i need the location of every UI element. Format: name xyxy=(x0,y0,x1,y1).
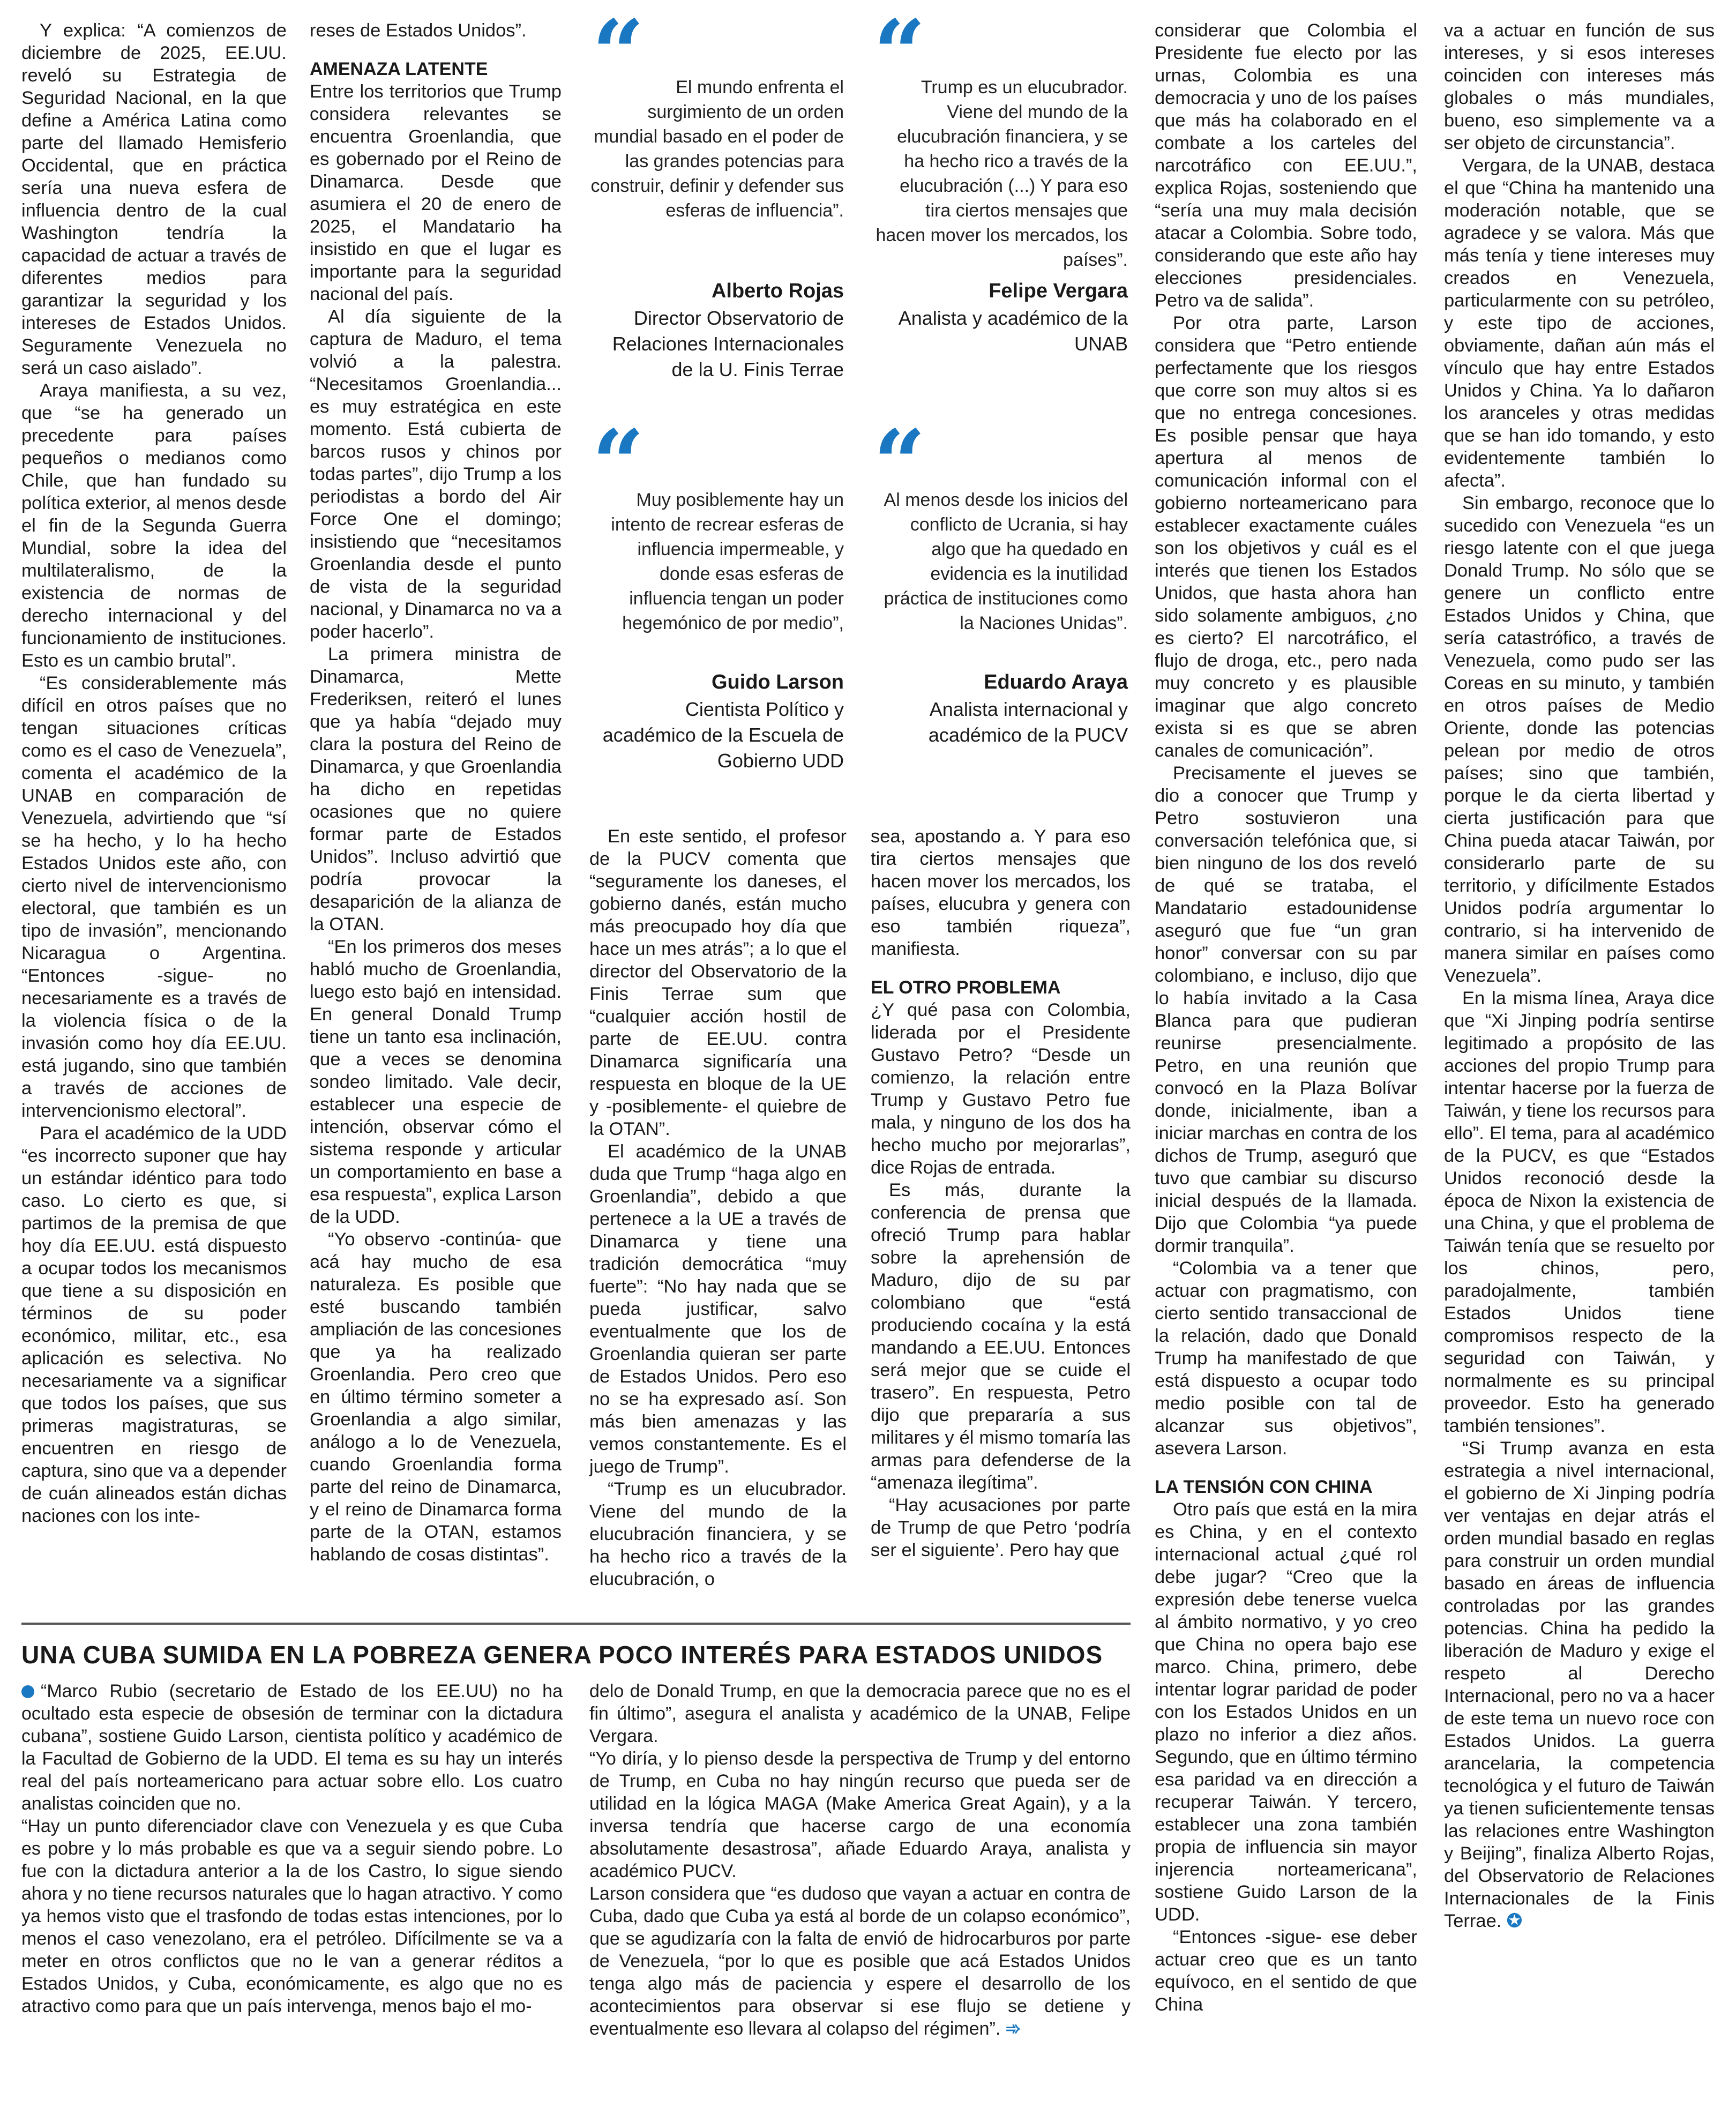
quote-mark-icon: “ xyxy=(592,0,645,107)
article-column-6 xyxy=(1444,19,1715,1932)
quote-author-role: Analista y académico de la UNAB xyxy=(898,307,1128,355)
article-column-1 xyxy=(21,19,287,1527)
col1-paragraph: Araya manifiesta, a su vez, que “se ha generado un precedente para países pequeños o medianos como Chile, que han fundado su política exterior, al menos desde el fin de la Segunda Guerra Mundial, sobre la idea del multilateralismo, de la existencia de normas de derecho internacional y del funcionamiento de instituciones. Esto es un cambio brutal”. xyxy=(21,380,287,671)
box-paragraph-text: Larson considera que “es dudoso que vayan a actuar en contra de Cuba, dado que Cuba ya está al borde de un colapso económico”, que se agudizaría con la falta de envió de hidrocarburos por parte de Venezuela, “por lo que es posible que acá Estados Unidos tenga algo más de paciencia y espere el desarrollo de los acontecimientos para observar si ese flujo se detiene y eventualmente eso llevara al colapso del régimen”. xyxy=(589,1884,1131,2039)
box-paragraph: “Yo diría, y lo pienso desde la perspectiva de Trump y del entorno de Trump, en Cuba no hay ningún recurso que pueda ser de utilidad en la lógica MAGA (Make America Great Again), y a la inversa tendría que hacerse cargo de una economía absolutamente desastrosa”, añade Eduardo Araya, analista y académico PUCV. xyxy=(589,1749,1131,1881)
quote-author-name: Felipe Vergara xyxy=(989,280,1128,302)
col3-paragraph: En este sentido, el profesor de la PUCV comenta que “seguramente los daneses, el gobierno danés, están mucho más preocupado hoy día que hace un mes atrás”; a lo que el director del Observatorio de la Finis Terrae sum que “cualquier acción hostil de parte de EE.UU. contra Dinamarca significaría una respuesta en bloque de la UE y -posiblemente- el quiebre de la OTAN”. xyxy=(589,826,847,1139)
col2-paragraph: Entre los territorios que Trump considera relevantes se encuentra Groenlandia, que es gobernado por el Reino de Dinamarca. Desde que asumiera el 20 de enero de 2025, el Mandatario ha insistido en que el lugar es importante para la seguridad nacional del país. xyxy=(310,81,562,304)
col2-paragraph: “En los primeros dos meses habló mucho de Groenlandia, luego esto bajó en intensidad. En general Donald Trump tiene un tanto esa inclinación, que a veces se denomina sondeo limitado. Vale decir, establecer una especie de intención, observar cómo el sistema responde y articular un comportamiento en base a esa respuesta”, explica Larson de la UDD. xyxy=(310,937,562,1227)
article-column-4 xyxy=(871,825,1131,1561)
quote-author-name: Eduardo Araya xyxy=(984,671,1128,693)
box-title: UNA CUBA SUMIDA EN LA POBREZA GENERA POCO INTERÉS PARA ESTADOS UNIDOS xyxy=(21,1641,1103,1669)
col1-paragraph: Para el académico de la UDD “es incorrecto suponer que hay un estándar idéntico para todo caso. Lo cierto es que, si partimos de la premisa de que hoy día EE.UU. está dispuesto a ocupar todos los mecanismos que tiene a su disposición en términos de su poder económico, militar, etc., esa aplicación es selectiva. No necesariamente va a significar que todos los países, que sus primeras magistraturas, se encuentren en riesgo de captura, sino que va a depender de cuán alineados están dichas naciones con los inte- xyxy=(21,1123,287,1526)
quote-mark-icon: “ xyxy=(592,410,645,517)
quote-text: Trump es un elucubrador. Viene del mundo de la elucubración financiera, y se ha hecho rico a través de la elucubración (...) Y para eso tira ciertos mensajes que hacen mover los mercados, los países”. xyxy=(876,77,1128,270)
col4-paragraph: “Hay acusaciones por parte de Trump de que Petro ‘podría ser el siguiente’. Pero hay que xyxy=(871,1495,1131,1560)
col5-paragraph: Precisamente el jueves se dio a conocer que Trump y Petro sostuvieron una conversación telefónica que, si bien ninguno de los dos reveló de qué se trataba, el Mandatario estadounidense aseguró que fue “un gran honor” conversar con su par colombiano, e incluso, dijo que lo había invitado a la Casa Blanca para que pudieran reunirse presencialmente. Petro, en una reunión que convocó en la Plaza Bolívar donde, inicialmente, iban a iniciar marchas en contra de los dichos de Trump, aseguró que tuvo que cambiar su discurso inicial después de la llamada. Dijo que Colombia “ya puede dormir tranquila”. xyxy=(1155,763,1417,1256)
quote-author-name: Alberto Rojas xyxy=(711,280,844,302)
col5-paragraph: Por otra parte, Larson considera que “Petro entiende perfectamente que los riesgos que corre son muy altos si es que no entrega concesiones. Es posible pensar que haya apertura al menos de comunicación informal con el gobierno norteamericano para establecer exactamente cuáles son los objetivos y cuál es el interés que tienen los Estados Unidos, que hasta ahora han sido solamente ambiguos, ¿no es cierto? El narcotráfico, el flujo de droga, etc., pero nada muy concreto y es plausible imaginar que algo concreto exista si es que se abren canales de comunicación”. xyxy=(1155,313,1417,761)
col2-lead: reses de Estados Unidos”. xyxy=(310,20,527,41)
box-column-right xyxy=(589,1680,1131,2040)
box-paragraph: “Hay un punto diferenciador clave con Venezuela y es que Cuba es pobre y lo más probable es que va a seguir siendo pobre. Lo fue con la dictadura anterior a la de los Castro, lo sigue siendo ahora y no tiene recursos naturales que lo hagan atractivo. Y como ya hemos visto que el trasfondo de todas estas intenciones, por lo menos el caso venezolano, era el petróleo. Difícilmente se va a meter en otros conflictos que no le van a generar réditos a Estados Unidos, y Cuba, económicamente, es algo que no es atractivo como para que un país intervenga, menos bajo el mo- xyxy=(21,1816,563,2016)
section-heading-otro-problema: EL OTRO PROBLEMA xyxy=(871,977,1061,998)
col5-paragraph: Otro país que está en la mira es China, y en el contexto internacional actual ¿qué rol debe jugar? “Creo que la expresión debe tenerse vuelca al ámbito normativo, y yo creo que China no opera bajo ese marco. China, primero, debe intentar lograr paridad de poder con los Estados Unidos en un plazo no inferior a diez años. Segundo, que en último término esa paridad va en dirección a recuperar Taiwán. Y tercero, establecer una zona también propia de influencia sin mayor injerencia norteamericana”, sostiene Guido Larson de la UDD. xyxy=(1155,1499,1417,1925)
section-heading-amenaza: AMENAZA LATENTE xyxy=(310,59,488,79)
box-column-left xyxy=(21,1680,563,2018)
col1-paragraph: “Es considerablemente más difícil en otros países que no tengan situaciones críticas como es el caso de Venezuela”, comenta el académico de la UNAB en comparación de Venezuela, advirtiendo que “sí se ha hecho, y lo ha hecho Estados Unidos este año, con cierto nivel de intervencionismo electoral, que también es un tipo de invasión”, mencionando Nicaragua o Argentina. “Entonces -sigue- no necesariamente es a través de la violencia física o de la invasión como hoy día EE.UU. está jugando, sino que también a través de acciones de intervencionismo electoral”. xyxy=(21,673,287,1121)
col2-paragraph: La primera ministra de Dinamarca, Mette Frederiksen, reiteró el lunes que ya había “dejado muy clara la postura del Reino de Dinamarca, y que Groenlandia ha dicho en repetidas ocasiones que no quiere formar parte de Estados Unidos”. Incluso advirtió que podría provocar la desaparición de la alianza de la OTAN. xyxy=(310,644,562,935)
col4-lead: sea, apostando a. Y para eso tira ciertos mensajes que hacen mover los mercados, los países, elucubra y genera con eso también riqueza”, manifiesta. xyxy=(871,826,1131,959)
article-column-3 xyxy=(589,825,847,1590)
col6-lead: va a actuar en función de sus intereses, y si esos intereses coinciden con intereses más globales o más mundiales, bueno, eso simplemente va a ser objeto de circunstancia”. xyxy=(1444,20,1715,153)
col6-paragraph: En la misma línea, Araya dice que “Xi Jinping podría sentirse legitimado a propósito de las acciones del propio Trump para intentar hacerse por la fuerza de Taiwán, y tiene los recursos para ello”. El tema, para al académico de la PUCV, es que “Estados Unidos reconoció desde la época de Nixon la existencia de una China, y que el problema de Taiwán tenía que se resuelto por los chinos, pero, paradojalmente, también Estados Unidos tiene compromisos respecto de la seguridad con Taiwán, y normalmente es su principal proveedor. Esto ha generado también tensiones”. xyxy=(1444,988,1715,1436)
quote-author-role: Cientista Político y académico de la Escuela de Gobierno UDD xyxy=(602,698,844,772)
box-paragraph: delo de Donald Trump, en que la democracia parece que no es el fin último”, asegura el analista y académico de la UNAB, Felipe Vergara. xyxy=(589,1681,1131,1746)
col6-paragraph: Sin embargo, reconoce que lo sucedido con Venezuela “es un riesgo latente con el que juega Donald Trump. No sólo que se genere un conflicto entre Estados Unidos y China, que sería catastrófico, a través de Venezuela, como pudo ser las Coreas en su minuto, y también en otros países de Medio Oriente, donde las potencias pelean por medio de otros países; sino que también, porque le da cierta libertad y cierta justificación para que China pueda atacar Taiwán, por considerarlo parte de su territorio, y difícilmente Estados Unidos podría argumentar lo contrario, si ha intervenido de manera similar en países como Venezuela”. xyxy=(1444,493,1715,986)
box-paragraph xyxy=(589,1882,1131,2040)
article-column-2 xyxy=(310,19,562,1566)
col6-last-text: “Si Trump avanza en esta estrategia a nivel internacional, el gobierno de Xi Jinping podría ver ventajas en dejar atrás el orden mundial basado en reglas para construir un orden mundial basado en áreas de influencia controladas por las grandes potencias. China ha pedido la liberación de Maduro y exige el respeto al Derecho Internacional, pero no va a hacer de este tema un nuevo roce con Estados Unidos. La guerra arancelaria, la competencia tecnológica y el futuro de Taiwán ya tienen suficientemente tensas las relaciones entre Washington y Beijing”, finaliza Alberto Rojas, del Observatorio de Relaciones Internacionales de la Finis Terrae. xyxy=(1444,1438,1715,1931)
box-paragraph-text: “Marco Rubio (secretario de Estado de los EE.UU) no ha ocultado esta especie de obsesión de terminar con la dictadura cubana”, sostiene Guido Larson, cientista político y académico de la Facultad de Gobierno de la UDD. El tema es su hay un interés real del país norteamericano para actuar sobre ello. Los cuatro analistas coinciden que no. xyxy=(21,1681,563,1814)
quote-mark-icon: “ xyxy=(873,410,926,517)
box-paragraph xyxy=(21,1680,563,1815)
col6-paragraph: Vergara, de la UNAB, destaca el que “China ha mantenido una moderación notable, que se agradece y se valora. Más que más tenía y tiene intereses muy creados en Venezuela, particularmente con su petróleo, y este tipo de acciones, obviamente, dañan aún más el vínculo que hay entre Estados Unidos y China. Ya lo dañaron los aranceles y otras medidas que se han ido tomando, y esto evidentemente también lo afecta”. xyxy=(1444,155,1715,491)
col4-paragraph: Es más, durante la conferencia de prensa que ofreció Trump para hablar sobre la aprehensión de Maduro, dijo de su par colombiano que “está produciendo cocaína y la está mandando a EE.UU. Entonces será mejor que se cuide el trasero”. En respuesta, Petro dijo que prepararía a sus militares y él mismo tomaría las armas para defenderse de la “amenaza ilegítima”. xyxy=(871,1180,1131,1493)
quote-text: Muy posiblemente hay un intento de recrear esferas de influencia impermeable, y donde esas esferas de influencia tengan un poder hegemónico de por medio”, xyxy=(611,490,844,633)
col1-paragraph: Y explica: “A comienzos de diciembre de 2025, EE.UU. reveló su Estrategia de Seguridad Nacional, en la que define a América Latina como parte del llamado Hemisferio Occidental, que en práctica sería una nueva esfera de influencia dentro de la cual Washington tendría la capacidad de actuar a través de diferentes medios para garantizar la seguridad y los intereses de Estados Unidos. Seguramente Venezuela no será un caso aislado”. xyxy=(21,20,287,378)
col6-paragraph xyxy=(1444,1437,1715,1932)
col3-paragraph: El académico de la UNAB duda que Trump “haga algo en Groenlandia”, debido a que pertenece a la UE a través de Dinamarca y tiene una tradición democrática “muy fuerte”: “No hay nada que se pueda justificar, salvo eventualmente que los de Groenlandia quieran ser parte de Estados Unidos. Pero eso no se ha expresado así. Son más bien amenazas y las vemos constantemente. Es el juego de Trump”. xyxy=(589,1141,847,1477)
quote-mark-icon: “ xyxy=(873,0,926,107)
col2-paragraph: Al día siguiente de la captura de Maduro, el tema volvió a la palestra. “Necesitamos Groenlandia... es muy estratégica en este momento. Está cubierta de barcos rusos y chinos por todas partes”, dijo Trump a los periodistas a bordo del Air Force One el domingo; insistiendo que “necesitamos Groenlandia desde el punto de vista de la seguridad nacional, y Dinamarca no va a poder hacerlo”. xyxy=(310,307,562,642)
quote-text: El mundo enfrenta el surgimiento de un orden mundial basado en el poder de las grandes potencias para construir, definir y defender sus esferas de influencia”. xyxy=(590,77,844,221)
col5-paragraph: “Colombia va a tener que actuar con pragmatismo, con cierto sentido transaccional de la relación, dado que Donald Trump ha manifestado de que está dispuesto a ocupar todo medio posible con tal de alcanzar sus objetivos”, asevera Larson. xyxy=(1155,1258,1417,1459)
article-column-5 xyxy=(1155,19,1417,2016)
quote-author-role: Director Observatorio de Relaciones Internacionales de la U. Finis Terrae xyxy=(612,307,844,380)
section-heading-china: LA TENSIÓN CON CHINA xyxy=(1155,1477,1373,1497)
quote-author-name: Guido Larson xyxy=(712,671,844,693)
col3-paragraph: “Trump es un elucubrador. Viene del mundo de la elucubración financiera, y se ha hecho rico a través de la elucubración, o xyxy=(589,1479,847,1589)
box-top-rule xyxy=(21,1623,1131,1625)
col4-paragraph: ¿Y qué pasa con Colombia, liderada por el Presidente Gustavo Petro? “Desde un comienzo, la relación entre Trump y Gustavo Petro fue mala, y ninguno de los dos ha hecho mucho por mejorarlas”, dice Rojas de entrada. xyxy=(871,1000,1131,1178)
col2-paragraph: “Yo observo -continúa- que acá hay mucho de esa naturaleza. Es posible que esté buscando también ampliación de las concesiones que ya ha realizado Groenlandia. Pero creo que en último término someter a Groenlandia a algo similar, análogo a lo de Venezuela, cuando Groenlandia forma parte del reino de Dinamarca, y el reino de Dinamarca forma parte de la OTAN, estamos hablando de cosas distintas”. xyxy=(310,1229,562,1565)
quote-text: Al menos desde los inicios del conflicto de Ucrania, si hay algo que ha quedado en evidencia es la inutilidad práctica de instituciones como la Naciones Unidas”. xyxy=(884,490,1128,633)
col5-paragraph: “Entonces -sigue- ese deber actuar creo que es un tanto equívoco, en el sentido de que China xyxy=(1155,1927,1417,2015)
quote-author-role: Analista internacional y académico de la PUCV xyxy=(928,698,1128,746)
bullet-dot-icon xyxy=(21,1685,34,1698)
col5-lead: considerar que Colombia el Presidente fue electo por las urnas, Colombia es una democracia y uno de los países que más ha colaborado en el combate a los carteles del narcotráfico con EE.UU.”, explica Rojas, sosteniendo que “sería una muy mala decisión atacar a Colombia. Sobre todo, considerando que este año hay elecciones presidenciales. Petro va de salida”. xyxy=(1155,20,1417,311)
end-mark-icon: ✪ xyxy=(1506,1911,1522,1931)
end-arrow-icon: ➾ xyxy=(1005,2019,1021,2039)
